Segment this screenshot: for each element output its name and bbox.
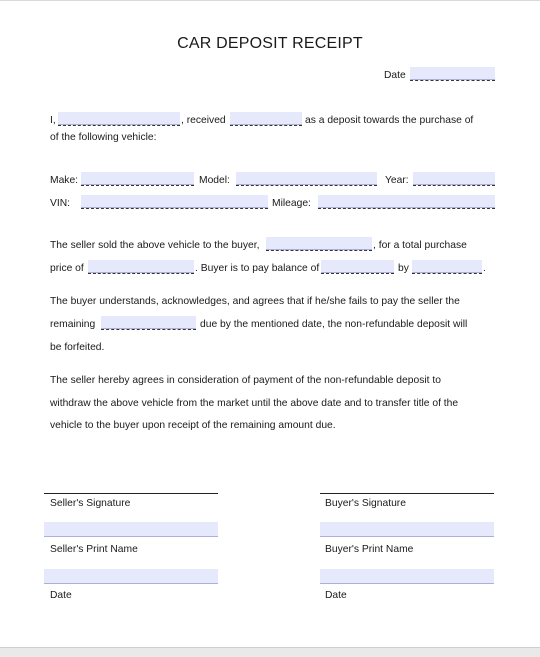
buyer-signature-line[interactable] (320, 493, 494, 494)
p3-due-text: due by the mentioned date, the non-refundable deposit will (200, 319, 468, 330)
buyer-print-name-field[interactable] (320, 569, 494, 584)
buyer-signature-field[interactable] (320, 522, 494, 537)
mileage-label: Mileage: (272, 198, 311, 209)
model-field[interactable] (236, 172, 377, 185)
depositor-name-line (58, 125, 180, 126)
seller-print-name-label: Seller's Print Name (50, 544, 138, 555)
mileage-field[interactable] (318, 195, 495, 208)
seller-signature-field[interactable] (44, 522, 218, 537)
p4-line3: vehicle to the buyer upon receipt of the remaining amount due. (50, 420, 336, 431)
seller-signature-line[interactable] (44, 493, 218, 494)
make-label: Make: (50, 175, 79, 186)
date-field[interactable] (410, 67, 495, 80)
seller-signature-label: Seller's Signature (50, 498, 131, 509)
total-price-field[interactable] (88, 260, 194, 273)
year-field[interactable] (413, 172, 495, 185)
make-field[interactable] (81, 172, 194, 185)
p2-end: . (483, 263, 486, 274)
balance-date-line (412, 273, 482, 274)
p3-line3: be forfeited. (50, 342, 105, 353)
p1-i: I, (50, 115, 56, 126)
balance-date-field[interactable] (412, 260, 482, 273)
buyer-date-label: Date (325, 590, 347, 601)
page-border-top (0, 0, 540, 1)
page-border-bottom (0, 648, 540, 657)
deposit-amount-line (230, 125, 302, 126)
p2-by: by (398, 263, 409, 274)
buyer-signature-label: Buyer's Signature (325, 498, 406, 509)
date-line (410, 80, 495, 81)
buyer-name-line (266, 250, 372, 251)
total-price-line (88, 273, 194, 274)
page-title: CAR DEPOSIT RECEIPT (177, 35, 363, 52)
p1-vehicle-text: of the following vehicle: (50, 132, 157, 143)
vin-line (81, 208, 268, 209)
p2-total-text: , for a total purchase (373, 240, 467, 251)
date-label: Date (384, 70, 406, 81)
p2-sold-text: The seller sold the above vehicle to the buyer, (50, 240, 260, 251)
mileage-line (318, 208, 495, 209)
balance-field[interactable] (321, 260, 394, 273)
model-label: Model: (199, 175, 230, 186)
p4-line2: withdraw the above vehicle from the market until the above date and to transfer title of the (50, 398, 459, 409)
seller-date-label: Date (50, 590, 72, 601)
model-line (236, 185, 377, 186)
seller-print-name-field[interactable] (44, 569, 218, 584)
depositor-name-field[interactable] (58, 112, 180, 125)
remaining-amount-field[interactable] (101, 316, 196, 329)
p2-price-of: price of (50, 263, 84, 274)
year-line (413, 185, 495, 186)
buyer-name-field[interactable] (266, 237, 372, 250)
p2-balance-text: . Buyer is to pay balance of (195, 263, 320, 274)
p1-deposit-text: as a deposit towards the purchase of (305, 115, 474, 126)
p1-received: , received (181, 115, 226, 126)
year-label: Year: (385, 175, 409, 186)
p3-line1: The buyer understands, acknowledges, and agrees that if he/she fails to pay the seller the (50, 296, 460, 307)
deposit-amount-field[interactable] (230, 112, 302, 125)
p4-line1: The seller hereby agrees in consideration of payment of the non-refundable deposit to (50, 375, 441, 386)
balance-line (321, 273, 394, 274)
vin-label: VIN: (50, 198, 71, 209)
remaining-amount-line (101, 329, 196, 330)
vin-field[interactable] (81, 195, 268, 208)
make-line (81, 185, 194, 186)
buyer-print-name-label: Buyer's Print Name (325, 544, 414, 555)
p3-remaining: remaining (50, 319, 96, 330)
